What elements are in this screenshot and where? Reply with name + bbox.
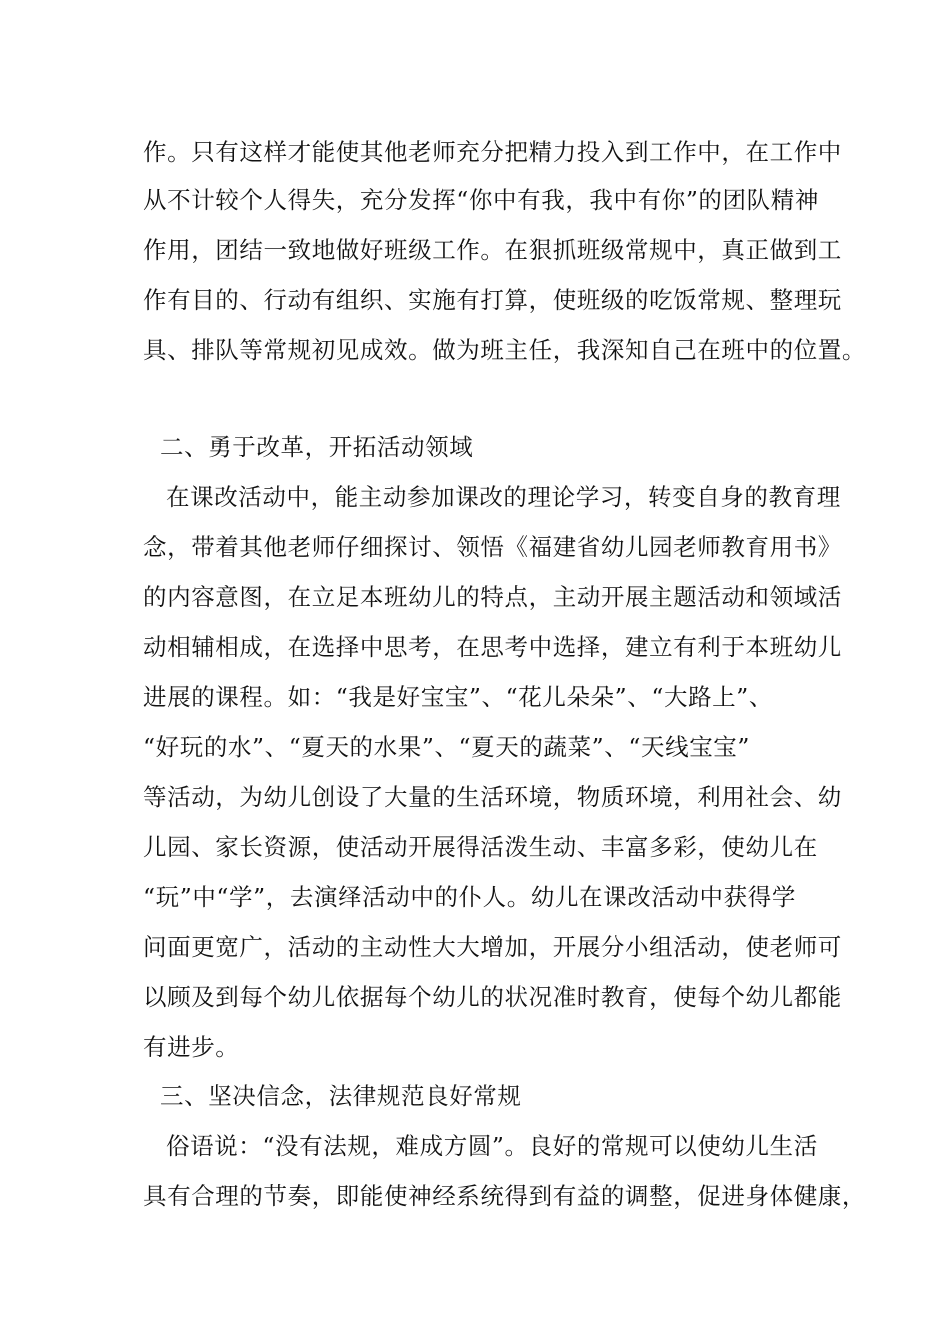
paragraph-line: 以顾及到每个幼儿依据每个幼儿的状况准时教育，使每个幼儿都能 [143,983,842,1011]
paragraph-line: 念，带着其他老师仔细探讨、领悟《福建省幼儿园老师教育用书》 [143,533,842,561]
paragraph-line: 有进步。 [143,1033,240,1061]
paragraph-line: 作用，团结一致地做好班级工作。在狠抓班级常规中，真正做到工 [143,236,842,264]
paragraph-line: 的内容意图，在立足本班幼儿的特点，主动开展主题活动和领域活 [143,583,842,611]
section-heading: 三、坚决信念，法律规范良好常规 [160,1082,522,1110]
section-heading: 二、勇于改革，开拓活动领域 [160,433,474,461]
paragraph-line: 问面更宽广，活动的主动性大大增加，开展分小组活动，使老师可 [143,933,842,961]
paragraph-line: 具、排队等常规初见成效。做为班主任，我深知自己在班中的位置。 [143,336,866,364]
paragraph-line: 作。只有这样才能使其他老师充分把精力投入到工作中，在工作中 [143,138,842,166]
paragraph-line: 进展的课程。如：“我是好宝宝”、“花儿朵朵”、“大路上”、 [143,683,773,711]
paragraph-line: 作有目的、行动有组织、实施有打算，使班级的吃饭常规、整理玩 [143,286,842,314]
paragraph-line: 儿园、家长资源，使活动开展得活泼生动、丰富多彩，使幼儿在 [143,833,818,861]
paragraph-line: 具有合理的节奏，即能使神经系统得到有益的调整，促进身体健康， [143,1182,866,1210]
paragraph-line: 俗语说：“没有法规，难成方圆”。良好的常规可以使幼儿生活 [166,1132,818,1160]
paragraph-line: “好玩的水”、“夏天的水果”、“夏天的蔬菜”、“天线宝宝” [143,733,751,761]
paragraph-line: 从不计较个人得失，充分发挥“你中有我，我中有你”的团队精神 [143,186,819,214]
paragraph-line: 等活动，为幼儿创设了大量的生活环境，物质环境，利用社会、幼 [143,783,842,811]
paragraph-line: 在课改活动中，能主动参加课改的理论学习，转变自身的教育理 [166,483,841,511]
paragraph-line: 动相辅相成，在选择中思考，在思考中选择，建立有利于本班幼儿 [143,633,842,661]
paragraph-line: “玩”中“学”，去演绎活动中的仆人。幼儿在课改活动中获得学 [143,883,796,911]
